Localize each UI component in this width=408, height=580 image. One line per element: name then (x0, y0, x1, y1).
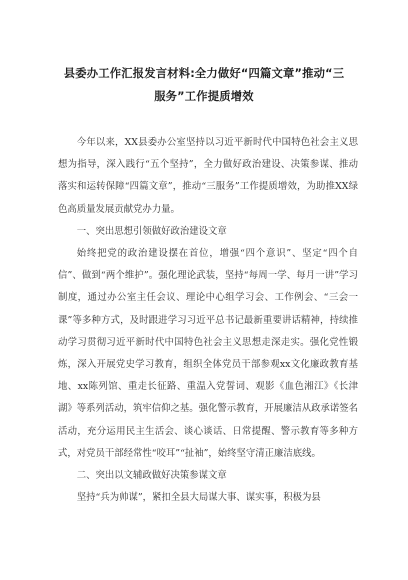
document-body (58, 132, 358, 509)
section-2-paragraph: 坚持“兵为帅谋”，紧扣全县大局谋大事、谋实事，积极为县 (76, 492, 321, 504)
section-1-paragraph: 始终把党的政治建设摆在首位，增强“四个意识”、坚定“四个自信”、做到“两个维护”。强化理论武装，坚持“每周一学、每月一讲”学习制度，通过办公室主任会议、理论中心组学习会、工作例会、“三会一课”等多种方式，及时跟进学习习近平总书记最新重要讲话精神，持续推动学习贯彻习近平新时代中国特色社会主义思想走深走实。强化党性锻炼，深入开展党史学习教育，组织全体党员干部参观xx文化廉政教育基地、xx陈列馆、重走长征路、重温入党誓词、观影《血色湘江》《长津湖》等系列活动，筑牢信仰之基。强化警示教育，开展廉洁从政承诺签名活动，充分运用民主生活会、谈心谈话、日常提醒、警示教育等多种方式，对党员干部经常性“咬耳”“扯袖”，始终坚守清正廉洁底线。 (58, 248, 359, 459)
document-title (40, 62, 368, 108)
section-heading-2: 二、突出以文辅政做好决策参谋文章 (76, 470, 227, 482)
title-line-1: 县委办工作汇报发言材料:全力做好“四篇文章”推动“三 (63, 67, 345, 80)
section-heading-1: 一、突出思想引领做好政治建设文章 (76, 225, 227, 237)
title-line-2: 服务”工作提质增效 (154, 90, 254, 103)
intro-paragraph: 今年以来，XX县委办公室坚持以习近平新时代中国特色社会主义思想为指导，深入践行“五个坚持”，全力做好政治建设、决策参谋、推动落实和运转保障“四篇文章”，推动“三服务”工作提质增效，为助推XX绿色高质量发展贡献党办力量。 (58, 137, 358, 215)
